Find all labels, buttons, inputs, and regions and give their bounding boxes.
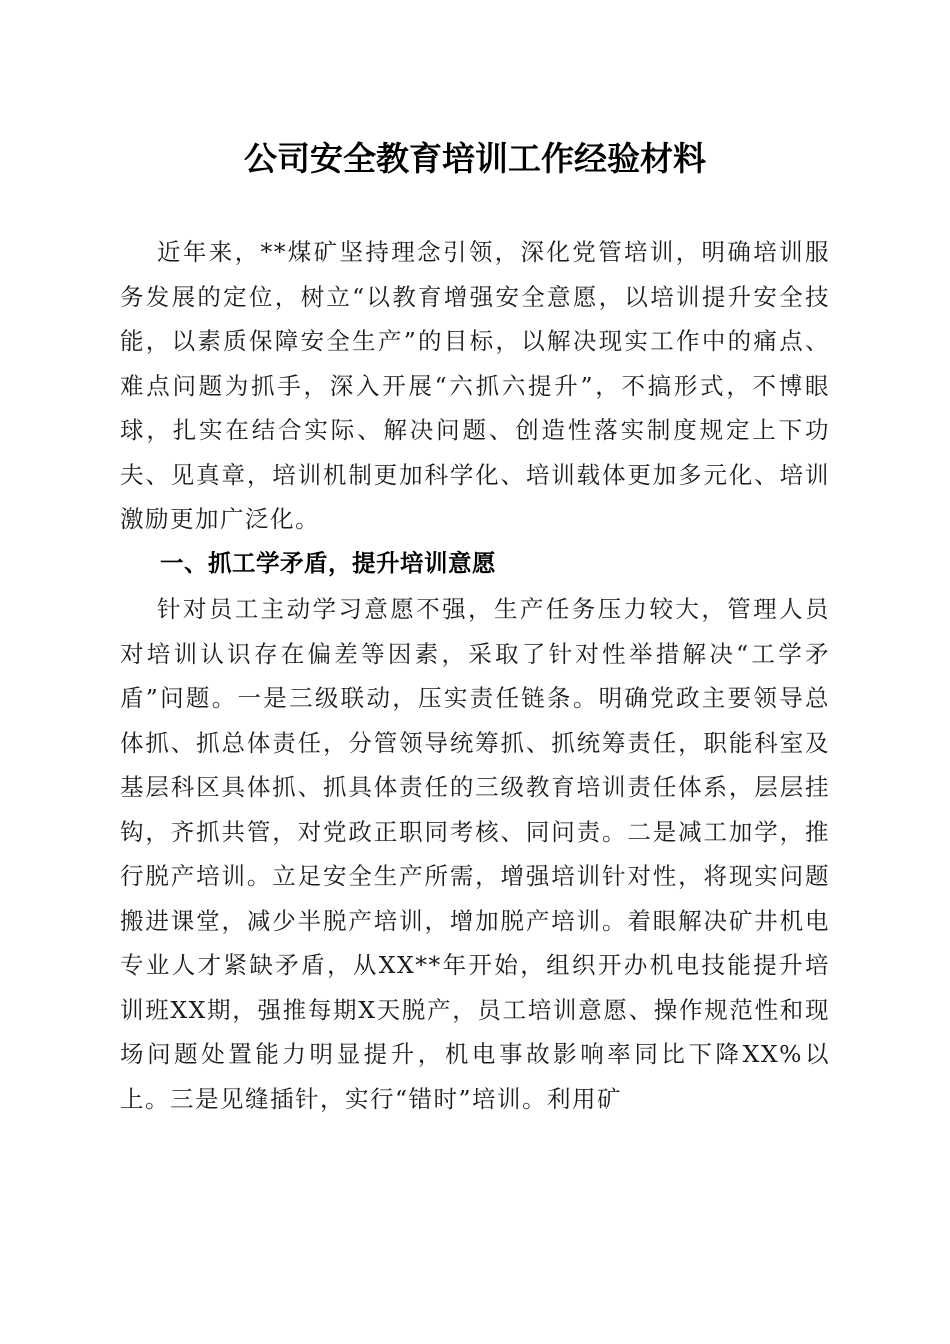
document-title: 公司安全教育培训工作经验材料	[244, 139, 706, 178]
section-heading-1: 一、抓工学矛盾，提升培训意愿	[160, 549, 496, 577]
intro-paragraph: 近年来，**煤矿坚持理念引领，深化党管培训，明确培训服务发展的定位，树立“以教育增强安全意愿，以培训提升安全技能，以素质保障安全生产”的目标，以解决现实工作中的痛点、难点问题为抓手，深入开展“六抓六提升”，不搞形式，不博眼球，扎实在结合实际、解决问题、创造性落实制度规定上下功夫、见真章，培训机制更加科学化、培训载体更加多元化、培训激励更加广泛化。	[120, 238, 830, 533]
section-1-paragraph: 针对员工主动学习意愿不强，生产任务压力较大，管理人员对培训认识存在偏差等因素，采取了针对性举措解决“工学矛盾”问题。一是三级联动，压实责任链条。明确党政主要领导总体抓、抓总体责任，分管领导统筹抓、抓统筹责任，职能科室及基层科区具体抓、抓具体责任的三级教育培训责任体系，层层挂钩，齐抓共管，对党政正职同考核、同问责。二是减工加学，推行脱产培训。立足安全生产所需，增强培训针对性，将现实问题搬进课堂，减少半脱产培训，增加脱产培训。着眼解决矿井机电专业人才紧缺矛盾，从XX**年开始，组织开办机电技能提升培训班XX期，强推每期X天脱产，员工培训意愿、操作规范性和现场问题处置能力明显提升，机电事故影响率同比下降XX%以上。三是见缝插针，实行“错时”培训。利用矿	[120, 595, 830, 1113]
